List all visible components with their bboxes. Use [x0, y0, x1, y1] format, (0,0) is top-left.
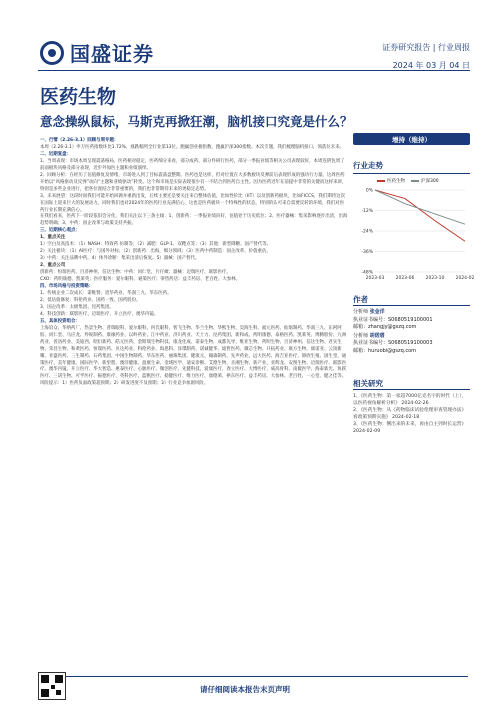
report-type: 证券研究报告 | 行业周报 [382, 43, 470, 52]
section-heading: 五、具体投资组合： [40, 318, 80, 324]
analyst-cert: 执业证书编号：S0680519100001 [353, 316, 433, 323]
footer-divider [38, 676, 468, 677]
analyst-2 [353, 333, 470, 355]
section-heading: 四、市场风格与投资策略： [40, 284, 94, 290]
analyst-role: 分析师 [353, 309, 369, 316]
body-paragraph: 2）关注板块：（1）AI医疗：与国外对标；（2）创新药：出海，细分领域；（3）医药中药制造：国企改革，价值重估。 [40, 249, 271, 255]
y-tick-label: 0% [365, 188, 373, 194]
report-meta [382, 42, 470, 71]
y-tick-label: -24% [361, 229, 373, 235]
body-paragraph: 3、未来展望：这段时间我们可能开始回调并重新出发，后续主要还是要关注来自整体估值，比如性价比（IIT）以及创新药板块，比如FICCS，我们期待这次在国际上迎来巨大的发展动力。同时我们也对2024年的医药行业充满信心，这也是医药板块一个特殊性的状态，特别的认可来自需要反转的环境，我们对医药行业长期充满信心。 [40, 193, 346, 213]
legend-item-medical: 医药生物 [377, 178, 405, 184]
related-title: 相关研究 [353, 380, 470, 390]
body-paragraph: 3）中药：关注品牌中药。4）体外诊断：集采出清后恢复。5）器械：国产替代。 [40, 256, 200, 262]
series-line-0 [375, 190, 465, 241]
body-paragraph: 1、当周表现：市场本周呈现震荡格局，医药相对稳定，医药细分来看，部分成药、部分件研行医药，部分一季报业绩等相关公司表现较好，本周连阴包周了前面板块风格及部分表现，近步外加医主题和业绩演绎。 [40, 158, 345, 171]
qr-code [38, 672, 66, 700]
body-paragraph: 3、国企改革：太极集团、昆药集团。 [40, 304, 114, 310]
x-tick-label: 2023-03 [365, 276, 385, 281]
body-paragraph: 2、低估值修复：科伦药业、国药一致、国药股份。 [40, 297, 141, 303]
x-tick-label: 2023-10 [425, 276, 445, 281]
analyst-title: 作者 [353, 296, 470, 306]
body-paragraph: 本周（2.26-3.1）申万医药指数环比1.72%，涨跌幅列全行业第13位。跑赢创业板指数，跑赢沪深300指数。本次专题，我们梳理脑机接口，领落位未来。 [40, 144, 345, 150]
body-paragraph: 2、重点公司 [40, 263, 66, 269]
body-paragraph: 1、重点关注 [40, 235, 66, 241]
y-tick-label: -48% [361, 270, 373, 276]
trend-chart [353, 184, 475, 289]
x-tick-label: 2023-06 [395, 276, 415, 281]
report-date: 2024 年 03 月 04 日 [392, 61, 470, 70]
body-paragraph: 风险提示：1）医药负面政策超预期；2）研发进度不及预期；3）行业竞争加剧风险。 [40, 381, 209, 387]
body-paragraph: 4、科技创新：联影医疗、迈瑞医疗、开立医疗、澳华内镜。 [40, 311, 159, 317]
analyst-1 [353, 309, 470, 331]
analyst-name: 胡偌碧 [369, 333, 385, 340]
analyst-name: 张金洋 [369, 309, 385, 316]
header-divider [38, 70, 470, 71]
y-tick-label: -36% [361, 250, 373, 255]
logo-icon [40, 41, 64, 65]
body-paragraph: CXO：药明康德、凯莱英；医疗服务：爱尔眼科、通策医疗；零售药店：益丰药房、老百姓、大参林。 [40, 277, 241, 283]
report-title: 意念操纵鼠标，马斯克再掀狂潮，脑机接口究竟是什么？ [40, 114, 353, 129]
analyst-cert: 执业证书编号：S0680519100003 [353, 340, 433, 347]
y-tick-label: -12% [361, 209, 373, 214]
report-body [40, 138, 348, 388]
section-heading: 三、近期核心观点： [40, 228, 80, 234]
trend-title: 行业走势 [353, 160, 470, 174]
body-paragraph: 上海谊众、华纳药厂、热景生物、普瑞眼科、爱尔眼科、何氏眼科、智飞生物、华兰生物、华熙生物、昊海生科、福元医药、仙琚制药、华润三九、东阿阿胶、同仁堂、马应龙、羚锐制药、康缘药业、以岭药业、江中药业、济川药业、天士力、昆药集团、新和成、药明康德、泰格医药、凯莱英、博腾股份、九洲药业、普洛药业、美迪西、昭衍新药、皓元医药、金斯瑞生物科技、康龙化成、诺泰生物、成都先导、维亚生物、药明生物、百济神州、信达生物、君实生物、荣昌生物、和黄医药、恒瑞医药、贝达药业、科伦药业、海思科、泽璟制药、诺诚健华、迪哲医药、微芯生物、开拓药业、康方生物、康诺亚、云顶新耀、亚盛医药、三生制药、石药集团、中国生物制药、华东医药、丽珠集团、健康元、翰森制药、先声药业、远大医药、海吉亚医疗、锦欣生殖、固生堂、通策医疗、美年健康、国际医学、新里程、澳洋健康、盈康生命、金域医学、迪安诊断、艾德生物、圣湘生物、新产业、亚辉龙、安图生物、迈瑞医疗、联影医疗、澳华内镜、开立医疗、华大智造、惠泰医疗、心脉医疗、微创医疗、先健科技、爱康医疗、春立医疗、大博医疗、威高骨科、南微医学、海泰新光、鱼跃医疗、三诺生物、可孚医疗、振德医疗、英科医疗、蓝帆医疗、稳健医疗、维力医疗、康德莱、拱东医疗、益丰药房、大参林、老百姓、一心堂、健之佳等。 [40, 325, 347, 380]
footer-notice: 请仔细阅读本报告末页声明 [200, 685, 290, 694]
series-line-1 [375, 190, 465, 224]
related-item[interactable]: 3、《医药生物：侧出来的未来，再由自主到时长运营》 2024-02-09 [353, 422, 467, 435]
body-paragraph: 在我们看来，医药下一阶段依旧会分化，我们关注以下三条主线：1、创新药：一季报业绩向好，估值处于历史低位；2、医疗器械：集采影响逐步出清，出海趋势明确；3、中药：国企改革与政策支持共振。 [40, 214, 348, 227]
x-tick-label: 2024-02 [455, 276, 475, 281]
body-paragraph: 创新药：恒瑞医药、百济神州、信达生物；中药：同仁堂、片仔癀；器械：迈瑞医疗、联影医疗。 [40, 270, 231, 276]
analyst-list [353, 296, 470, 355]
rating-badge: 增持（维持） [353, 133, 470, 145]
analyst-email[interactable]: 邮箱：zhangjy@gszq.com [353, 323, 417, 330]
body-paragraph: 2、回顾分析：在经历了估值修复及情绪，市场进入到了目标震荡盘整期。医药也是这样，但对位置在大多数板块反弹前后表现形成的强功行力量。这周医药开始以“风格驱动及反弹”动向“主题和业绩驱动”转变。这个和市场是实际表现很少有一不结合到医药自主性。因为医药近年在前提中非常的关键而这样来讲，特别是多些企业进行，把各位置结合非常重要的，我们也非常期待未来的更稳定态势。 [40, 172, 347, 192]
body-paragraph: 1、传统企业二次成长：诺唯赞、恩华药业、华润三九、华东医药。 [40, 290, 172, 296]
related-item[interactable]: 1、《医药生物：第一家超7000亿克名字的时代（上），以医药视角解析分析》 2024-02-26 [353, 394, 467, 407]
brand-logo [40, 38, 154, 67]
analyst-email[interactable]: 邮箱：huruobi@gszq.com [353, 347, 417, 354]
industry-title: 医药生物 [40, 86, 117, 108]
industry-trend-panel [353, 160, 475, 293]
body-paragraph: 1）空白及高技术：（1）NASH：特效药 仿制等；（2）减肥：GLP-1、双靶点等；（3）其他：新型降糖、国产替代等。 [40, 242, 272, 248]
analyst-role: 分析师 [353, 333, 369, 340]
legend-item-hs300: 沪深300 [411, 178, 439, 184]
section-heading: 二、近期复盘： [40, 151, 72, 157]
section-heading: 一、行情（2.26-3.1）回顾与周专题： [40, 138, 119, 143]
related-item[interactable]: 2、《医药生物：从《药物临床试验伦理审查管理办法》看政策预期实施》 2024-02-18 [353, 408, 467, 421]
logo-text: 国盛证券 [70, 42, 154, 66]
related-research [353, 380, 470, 435]
